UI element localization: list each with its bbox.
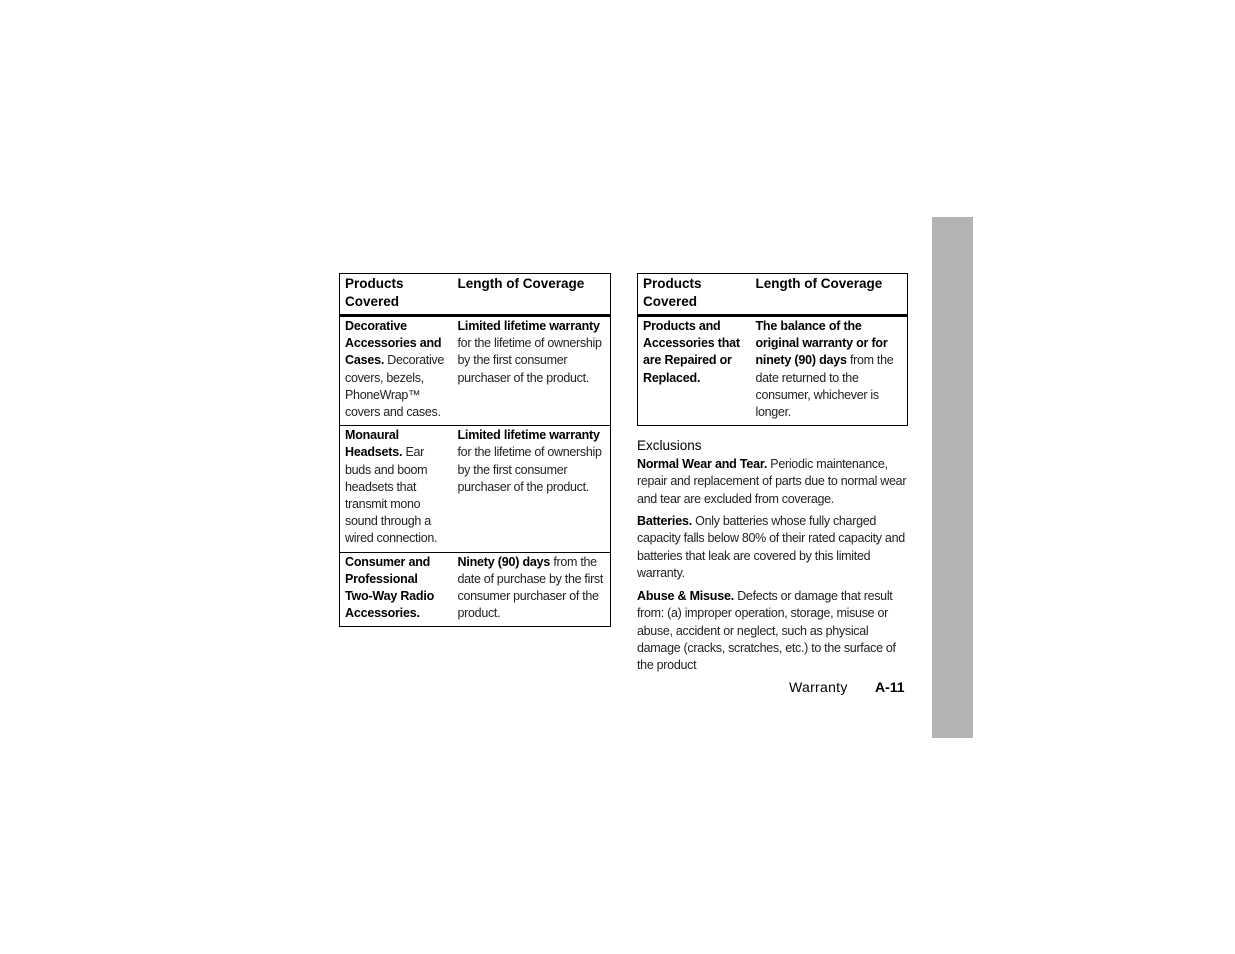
exclusion-title: Abuse & Misuse. [637,589,735,603]
coverage-cell [452,316,611,426]
product-cell [638,316,750,426]
coverage-description: for the lifetime of ownership by the first consumer purchaser of the product. [457,445,602,494]
exclusion-title: Batteries. [637,514,692,528]
product-description: Decorative covers, bezels, PhoneWrap™ covers and cases. [345,353,445,420]
table-header-row [638,274,908,316]
coverage-cell [452,426,611,552]
exclusion-text: Defects or damage that result from: (a) improper operation, storage, misuse or abuse, accident or neglect, such as physical damage (cracks, scratches, etc.) to the surface of the product [637,589,896,673]
product-cell [340,552,452,627]
table-row [340,316,611,426]
table-row [340,552,611,627]
coverage-cell [750,316,908,426]
table-header-row [340,274,611,316]
exclusion-text: Periodic maintenance, repair and replacement of parts due to normal wear and tear are excluded from coverage. [637,457,907,506]
product-cell [340,316,452,426]
product-description: Ear buds and boom headsets that transmit mono sound through a wired connection. [345,445,438,546]
table-row [340,426,611,552]
footer-section-label: Warranty [789,679,848,695]
exclusion-paragraph-wear [637,456,909,508]
product-name: Monaural Headsets. [345,428,403,460]
coverage-description: for the lifetime of ownership by the first consumer purchaser of the product. [457,336,602,385]
header-length-of-coverage: Length of Coverage [457,276,585,291]
header-length-of-coverage: Length of Coverage [755,276,883,291]
coverage-description: from the date returned to the consumer, whichever is longer. [755,353,894,420]
coverage-description: from the date of purchase by the first consumer purchaser of the product. [457,554,604,621]
product-cell [340,426,452,552]
exclusions-heading: Exclusions [637,438,702,453]
coverage-term: Limited lifetime warranty [457,319,600,333]
exclusion-title: Normal Wear and Tear. [637,457,768,471]
coverage-table-right [637,273,908,426]
header-products-covered: Products Covered [643,276,702,309]
product-name: Consumer and Professional Two-Way Radio Accessories. [345,554,435,621]
coverage-table-left [339,273,611,627]
page-number: A-11 [875,679,905,695]
product-name: Decorative Accessories and Cases. [345,319,442,368]
exclusion-paragraph-abuse [637,588,909,674]
coverage-term: Ninety (90) days [457,554,551,569]
coverage-cell [452,552,611,627]
header-products-covered: Products Covered [345,276,404,309]
table-row [638,316,908,426]
coverage-term: Limited lifetime warranty [457,428,600,443]
exclusion-paragraph-batteries [637,513,909,582]
coverage-term: The balance of the original warranty or for ninety (90) days [755,319,888,368]
product-name: Products and Accessories that are Repaired or Replaced. [643,319,740,385]
section-side-tab [932,217,973,738]
exclusion-text: Only batteries whose fully charged capacity falls below 80% of their rated capacity and batteries that leak are covered by this limited warranty. [637,514,905,580]
